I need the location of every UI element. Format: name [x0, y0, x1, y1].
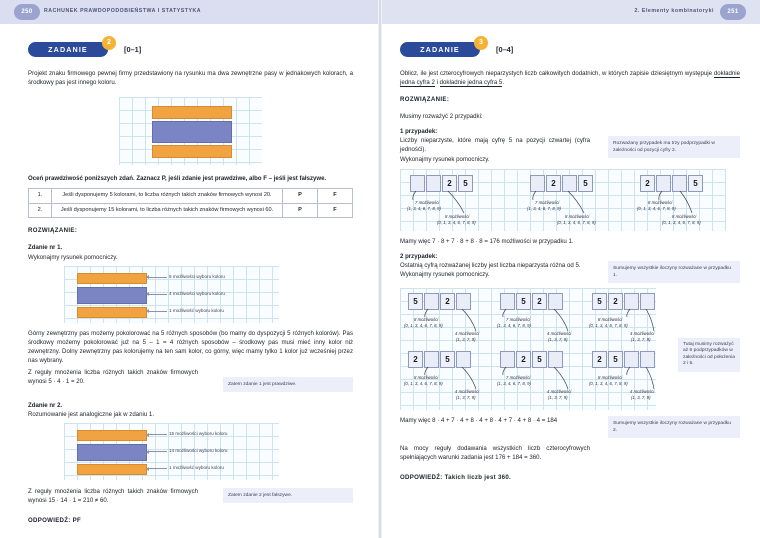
case-2-callout: Tutaj musimy rozważyć aż 6 podprzypadków w zależności od położenia 2 i 5. — [678, 338, 740, 372]
c1-g1-box-3: 2 — [442, 175, 457, 192]
left-answer: ODPOWIEDŹ: PF — [28, 517, 81, 525]
sentence-2-lead: Rozumowanie jest analogiczne jak w zdaniu 1. — [28, 411, 155, 419]
task-2-statement: Projekt znaku firmowego pewnej firmy przedstawiony na rysunku ma dwa zewnętrzne pasy w jednakowych kolorach, a środkowy pas jest innego koloru. — [28, 70, 353, 87]
c2-r1-g2-box-3: 2 — [532, 293, 547, 310]
assess-instruction: Oceń prawdziwość poniższych zdań. Zaznacz P, jeśli zdanie jest prawdziwe, albo F – jeśli jest fałszywe. — [28, 175, 327, 183]
right-page-content — [380, 24, 760, 538]
logo-figure — [119, 97, 262, 165]
sentence-2-conclusion: Z reguły mnożenia liczba różnych takich znaków firmowych wynosi 15 · 14 · 1 = 210 ≠ 60. — [28, 488, 198, 505]
c2-r2-g3-label-2-set: (1, 3, 7, 9) — [631, 394, 651, 400]
table-row — [29, 189, 353, 204]
c2-r2-g3-label-1-count: 8 możliwości — [598, 374, 623, 380]
c1-g2-label-2-set: (0, 1, 3, 4, 6, 7, 8, 9) — [557, 219, 596, 225]
c2-r2-g1-box-3: 5 — [440, 351, 455, 368]
task-2-badge — [28, 39, 111, 57]
sentence-1-conclusion-row — [28, 368, 353, 392]
page-gutter — [378, 0, 382, 538]
case-1-body: Liczby nieparzyste, które mają cyfrę 5 na pozycji czwartej (cyfra jednośći). — [400, 137, 590, 154]
c1-g2-label-2-count: 8 możliwości — [565, 213, 590, 219]
right-solution-label: ROZWIĄZANIE: — [400, 96, 450, 104]
case-1-body-row — [400, 136, 740, 163]
right-page — [380, 0, 760, 538]
task-2-number: 2 — [102, 36, 116, 50]
case-1-figure — [400, 169, 726, 231]
c1-g3-box-1: 2 — [640, 175, 655, 192]
s2-label-top: 15 możliwości wyboru koloru — [169, 431, 228, 437]
c2-r1-g2-label-2-count: 4 możliwości — [547, 330, 572, 336]
right-intro: Musimy rozważyć 2 przypadki: — [400, 113, 483, 121]
case-1-heading: 1 przypadek: — [400, 128, 438, 136]
s1-bar-middle — [77, 287, 147, 304]
c2-r2-g1-box-1: 2 — [408, 351, 423, 368]
s1-label-middle: 4 możliwości wyboru koloru — [169, 290, 225, 296]
c2-r2-g3-box-1: 2 — [592, 351, 607, 368]
c2-r2-g3-label-1-set: (0, 1, 3, 4, 6, 7, 8, 9) — [589, 380, 628, 386]
c2-r1-g3-label-2-count: 4 możliwości — [630, 330, 655, 336]
row-1-option-p[interactable]: P — [283, 189, 318, 204]
c1-g2-box-4: 5 — [578, 175, 593, 192]
s2-bar-bottom — [77, 464, 147, 475]
c2-r1-g1-label-2-set: (1, 3, 7, 9) — [456, 336, 476, 342]
s2-label-middle: 14 możliwości wyboru koloru — [169, 448, 228, 454]
logo-bar-middle-violet — [152, 121, 232, 143]
logo-bar-bottom-orange — [152, 145, 232, 158]
row-1-option-f[interactable]: F — [318, 189, 353, 204]
c2-r2-g1-label-2-count: 4 możliwości — [455, 388, 480, 394]
right-final-text: Na mocy reguły dodawania wszystkich liczb czterocyfrowych spełniających warunki zadania jest 176 + 184 = 360. — [400, 444, 590, 461]
case-2-result-row — [400, 416, 740, 438]
row-1-statement: Jeśli dysponujemy 5 kolorami, to liczba różnych takich znaków firmowych wynosi 20. — [52, 189, 283, 204]
task-3-points: [0–4] — [496, 44, 514, 54]
sentence-2-conclusion-row — [28, 487, 353, 505]
task-3-statement-mid: i — [434, 79, 440, 87]
c2-r2-g2-label-2-count: 4 możliwości — [547, 388, 572, 394]
c2-r1-g1-label-1-set: (0, 1, 3, 4, 6, 7, 8, 9) — [404, 322, 443, 328]
logo-bar-top-orange — [152, 106, 232, 119]
case-2-text-block — [400, 261, 590, 279]
task-3-statement-pre: Oblicz, ile jest czterocyfrowych nieparzystych liczb całkowitych dodatnich, w których zapisie dziesiętnym występuje — [400, 70, 714, 77]
s1-leader-middle — [149, 294, 167, 295]
sentence-2-heading: Zdanie nr 2. — [28, 402, 63, 410]
c2-r1-g1-label-2-count: 4 możliwości — [455, 330, 480, 336]
task-3-number: 3 — [474, 36, 488, 50]
case-2-figure — [400, 288, 656, 410]
sentence-1-conclusion: Z reguły mnożenia liczba różnych takich znaków firmowych wynosi 5 · 4 · 1 = 20. — [28, 369, 198, 386]
left-solution-label: ROZWIĄZANIE: — [28, 227, 78, 235]
c1-g3-box-4: 5 — [688, 175, 703, 192]
sentence-1-heading: Zdanie nr 1. — [28, 244, 63, 252]
s2-leader-top — [149, 434, 167, 435]
case-1-text-block — [400, 136, 590, 163]
case-1-result: Mamy więc 7 · 8 + 7 · 8 + 8 · 8 = 176 możliwości w przypadku 1. — [400, 237, 574, 245]
table-row — [29, 203, 353, 218]
task-3-badge — [400, 39, 483, 57]
task-3-statement — [400, 69, 740, 87]
c1-g1-box-4: 5 — [458, 175, 473, 192]
s1-bar-top — [77, 273, 147, 284]
left-page-content — [0, 24, 380, 538]
task-3-statement-end: . — [502, 79, 505, 87]
c2-r2-g2-label-2-set: (1, 3, 7, 9) — [548, 394, 568, 400]
c2-r1-g1-label-1-count: 8 możliwości — [414, 316, 439, 322]
task-3-header — [400, 38, 740, 60]
s1-bar-bottom — [77, 307, 147, 318]
s2-label-bottom: 1 możliwość wyboru koloru — [169, 465, 224, 471]
row-2-option-p[interactable]: P — [283, 203, 318, 218]
task-2-points: [0–1] — [124, 44, 142, 54]
sentence-1-figure — [64, 266, 279, 323]
row-1-number: 1. — [29, 189, 52, 204]
case-1-sum-callout: Sumujemy wszystkie iloczyny rozważane w przypadku 1. — [608, 261, 740, 283]
c2-r2-g2-label-1-set: (1, 3, 4, 6, 7, 8, 9) — [497, 380, 531, 386]
c2-r1-g2-label-1-set: (1, 3, 4, 6, 7, 8, 9) — [497, 322, 531, 328]
case-2-body-row — [400, 261, 740, 283]
right-answer: ODPOWIEDŹ: Takich liczb jest 360. — [400, 474, 512, 482]
true-false-table-body — [29, 189, 353, 218]
row-2-number: 2. — [29, 203, 52, 218]
s1-label-top: 5 możliwości wyboru koloru — [169, 273, 225, 279]
c2-r2-g1-label-1-set: (0, 1, 3, 4, 6, 7, 8, 9) — [404, 380, 443, 386]
c1-g1-label-1-set: (1, 3, 4, 6, 7, 8, 9) — [407, 205, 441, 211]
c2-r2-g2-box-2: 2 — [516, 351, 531, 368]
task-2-badge-label: ZADANIE — [48, 44, 88, 54]
c1-g3-label-1-count: 8 możliwości — [648, 199, 673, 205]
c2-r1-g3-label-1-count: 8 możliwości — [598, 316, 623, 322]
c1-g2-label-1-set: (1, 3, 4, 6, 7, 8, 9) — [527, 205, 561, 211]
case-2-lead: Wykonajmy rysunek pomocniczy. — [400, 270, 490, 278]
c2-r2-g3-arrow-icons — [400, 288, 656, 410]
task-3-underline-2: dokładnie jedna cyfra 5 — [439, 79, 503, 87]
c2-r2-g1-label-1-count: 8 możliwości — [414, 374, 439, 380]
c1-g2-box-2: 2 — [546, 175, 561, 192]
c2-r2-g2-label-1-count: 7 możliwości — [506, 374, 531, 380]
c2-r2-g3-label-2-count: 4 możliwości — [630, 388, 655, 394]
c1-g1-label-2-set: (0, 1, 3, 4, 6, 7, 8, 9) — [437, 219, 476, 225]
right-running-head-text: 2. Elementy kombinatoryki — [634, 8, 714, 14]
c2-r2-g1-label-2-set: (1, 3, 7, 9) — [456, 394, 476, 400]
case-2-result: Mamy więc 8 · 4 + 7 · 4 + 8 · 4 + 8 · 4 + 7 · 4 + 8 · 4 = 184 — [400, 416, 558, 424]
c2-r1-g1-box-3: 2 — [440, 293, 455, 310]
c1-g3-label-2-set: (0, 1, 3, 4, 6, 7, 8, 9) — [662, 219, 701, 225]
c1-g3-label-2-count: 8 możliwości — [672, 213, 697, 219]
sentence-2-figure — [64, 423, 279, 480]
c2-r1-g2-box-2: 5 — [516, 293, 531, 310]
c1-g1-label-1-count: 7 możliwości — [415, 199, 440, 205]
c1-g1-label-2-count: 8 możliwości — [445, 213, 470, 219]
task-3-underline-1: dokładnie jedna cyfra 2 — [400, 70, 740, 87]
s2-leader-middle — [149, 451, 167, 452]
c2-r1-g2-label-1-count: 7 możliwości — [506, 316, 531, 322]
c2-r1-g3-box-2: 2 — [608, 293, 623, 310]
c2-r2-g2-box-3: 5 — [532, 351, 547, 368]
s1-leader-top — [149, 277, 167, 278]
row-2-statement: Jeśli dysponujemy 15 kolorami, to liczba różnych takich znaków firmowych wynosi 60. — [52, 203, 283, 218]
c2-r1-g3-label-2-set: (1, 3, 7, 9) — [631, 336, 651, 342]
s2-leader-bottom — [149, 468, 167, 469]
sentence-1-body: Górny zewnętrzny pas możemy pokolorować na 5 różnych sposobów (bo mamy do dyspozycji 5 różnych kolorów). Pas środkowy możemy pokolorować już na 5 – 1 = 4 różnych sposobów – środkowy pas musi mieć inny kolor niż zewnętrzny. Dolny zewnętrzny pas kolorujemy na ten sam kolor, co górny, więc mamy tylko 1 kolor już wcześniej przez nas wybrany. — [28, 329, 353, 364]
case-1-callout: Rozważany przypadek ma trzy podprzypadki w zależności od pozycji cyfry 2. — [608, 136, 740, 158]
s1-leader-bottom — [149, 311, 167, 312]
s2-bar-top — [77, 430, 147, 441]
left-column — [28, 38, 353, 524]
left-page-number: 250 — [14, 4, 40, 20]
right-running-head — [380, 0, 760, 24]
left-running-head-text: RACHUNEK PRAWDOPODOBIEŃSTWA I STATYSTYKA — [44, 8, 202, 14]
s1-label-bottom: 1 możliwość wyboru koloru — [169, 307, 224, 313]
c2-r1-g3-label-1-set: (0, 1, 3, 4, 6, 7, 8, 9) — [589, 322, 628, 328]
task-2-header — [28, 38, 353, 60]
right-column — [400, 38, 740, 481]
s2-bar-middle — [77, 444, 147, 461]
case-1-lead: Wykonajmy rysunek pomocniczy. — [400, 155, 490, 163]
sentence-1-callout: Zatem zdanie 1 jest prawdziwe. — [223, 377, 353, 392]
c2-r1-g3-box-1: 5 — [592, 293, 607, 310]
case-2-sum-callout: Sumujemy wszystkie iloczyny rozważane w przypadku 2. — [608, 416, 740, 438]
sentence-1-lead: Wykonajmy rysunek pomocniczy. — [28, 253, 118, 261]
task-3-badge-label: ZADANIE — [420, 44, 460, 54]
left-running-head — [0, 0, 380, 24]
case-2-heading: 2 przypadek: — [400, 252, 438, 260]
c2-r1-g1-box-1: 5 — [408, 293, 423, 310]
row-2-option-f[interactable]: F — [318, 203, 353, 218]
c2-r1-g2-label-2-set: (1, 3, 7, 9) — [548, 336, 568, 342]
c1-g2-label-1-count: 7 możliwości — [535, 199, 560, 205]
case-2-body: Ostatnią cyfrą rozważanej liczby jest liczba nieparzysta różna od 5. — [400, 261, 581, 269]
sentence-2-callout: Zatem zdanie 2 jest fałszywe. — [223, 488, 353, 503]
c1-g3-label-1-set: (0, 1, 3, 4, 6, 7, 8, 9) — [637, 205, 676, 211]
c2-r2-g3-box-2: 5 — [608, 351, 623, 368]
true-false-table — [28, 188, 353, 218]
right-page-number: 251 — [720, 4, 746, 20]
